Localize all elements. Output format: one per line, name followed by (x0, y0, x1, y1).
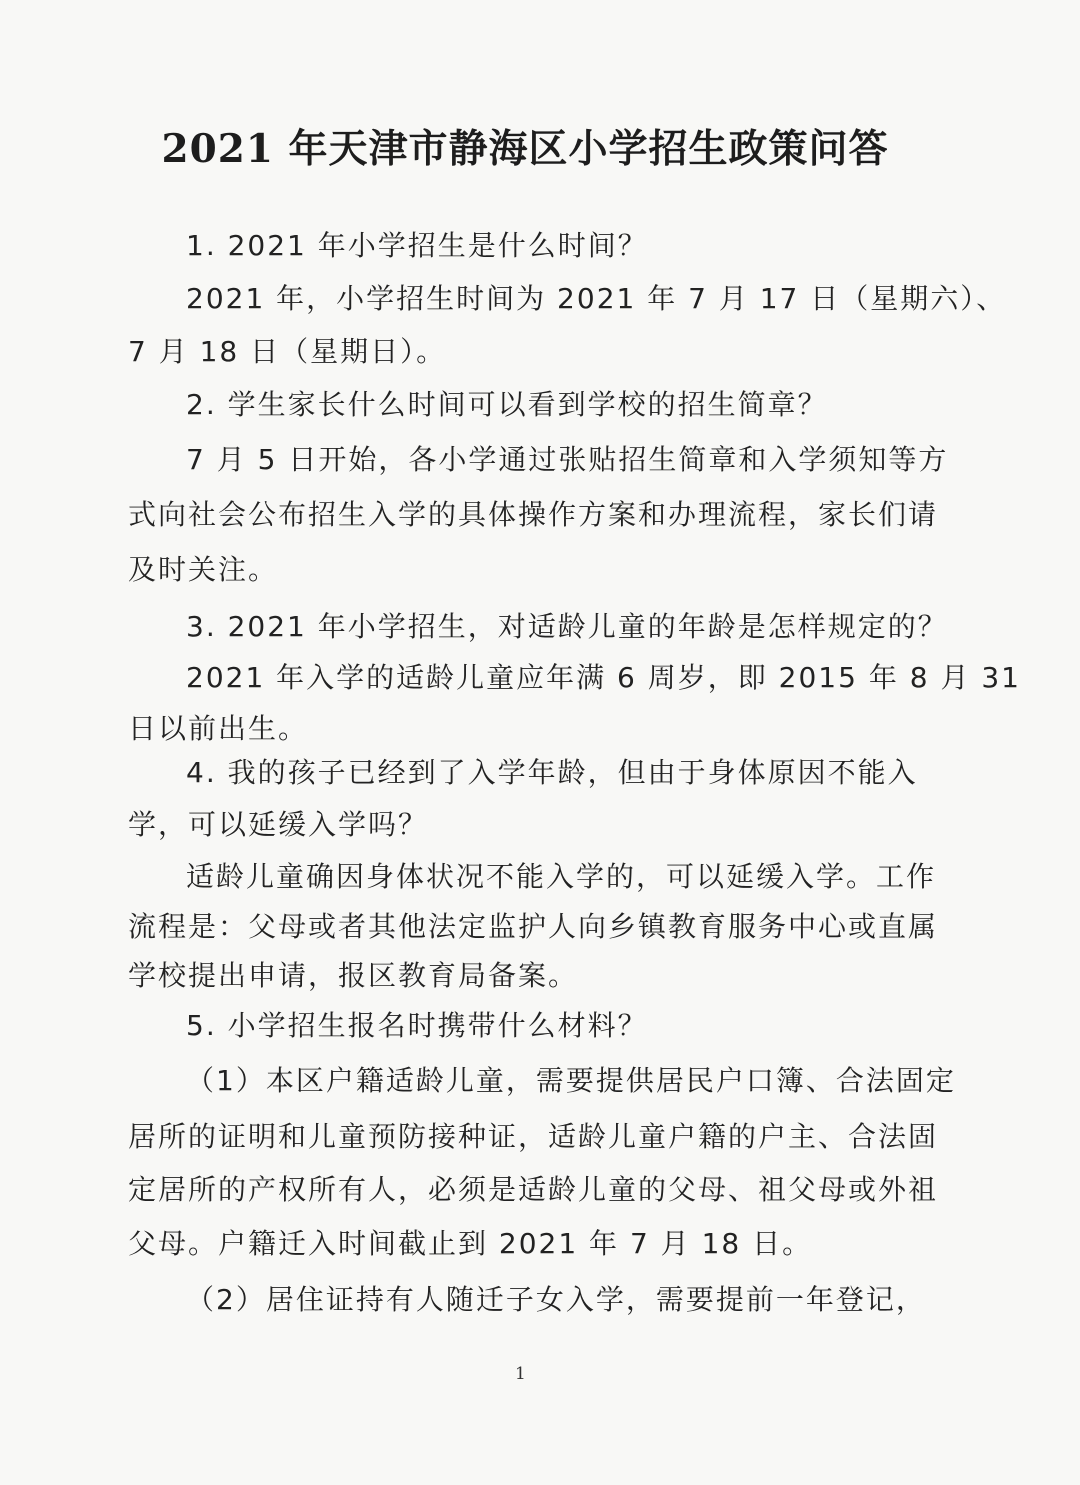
page-number: 1 (515, 1364, 526, 1384)
answer-3-line-2: 日以前出生。 (128, 712, 309, 745)
answer-4-line-3: 学校提出申请，报区教育局备案。 (128, 959, 579, 992)
answer-4-line-1: 适龄儿童确因身体状况不能入学的，可以延缓入学。工作 (186, 860, 937, 893)
answer-2-line-1: 7 月 5 日开始，各小学通过张贴招生简章和入学须知等方 (186, 443, 949, 476)
document-title: 2021 年天津市静海区小学招生政策问答 (161, 126, 889, 172)
answer-5-1-line-1: （1）本区户籍适龄儿童，需要提供居民户口簿、合法固定 (186, 1064, 956, 1097)
question-3: 3. 2021 年小学招生，对适龄儿童的年龄是怎样规定的？ (186, 610, 948, 643)
question-4-line-1: 4. 我的孩子已经到了入学年龄，但由于身体原因不能入 (186, 756, 918, 789)
question-4-line-2: 学，可以延缓入学吗？ (128, 808, 429, 841)
answer-5-1-line-4: 父母。户籍迁入时间截止到 2021 年 7 月 18 日。 (128, 1227, 813, 1260)
answer-3-line-1: 2021 年入学的适龄儿童应年满 6 周岁，即 2015 年 8 月 31 (186, 661, 1021, 694)
answer-2-line-2: 式向社会公布招生入学的具体操作方案和办理流程，家长们请 (128, 498, 939, 531)
question-5: 5. 小学招生报名时携带什么材料？ (186, 1009, 648, 1042)
answer-4-line-2: 流程是：父母或者其他法定监护人向乡镇教育服务中心或直属 (128, 910, 939, 943)
answer-1-line-2: 7 月 18 日（星期日）。 (128, 335, 447, 368)
answer-5-2-line-1: （2）居住证持有人随迁子女入学，需要提前一年登记， (186, 1283, 926, 1316)
question-1: 1. 2021 年小学招生是什么时间？ (186, 229, 648, 262)
answer-5-1-line-2: 居所的证明和儿童预防接种证，适龄儿童户籍的户主、合法固 (128, 1120, 939, 1153)
answer-2-line-3: 及时关注。 (128, 553, 279, 586)
answer-5-1-line-3: 定居所的产权所有人，必须是适龄儿童的父母、祖父母或外祖 (128, 1173, 939, 1206)
answer-1-line-1: 2021 年，小学招生时间为 2021 年 7 月 17 日（星期六）、 (186, 282, 1007, 315)
question-2: 2. 学生家长什么时间可以看到学校的招生简章？ (186, 388, 828, 421)
